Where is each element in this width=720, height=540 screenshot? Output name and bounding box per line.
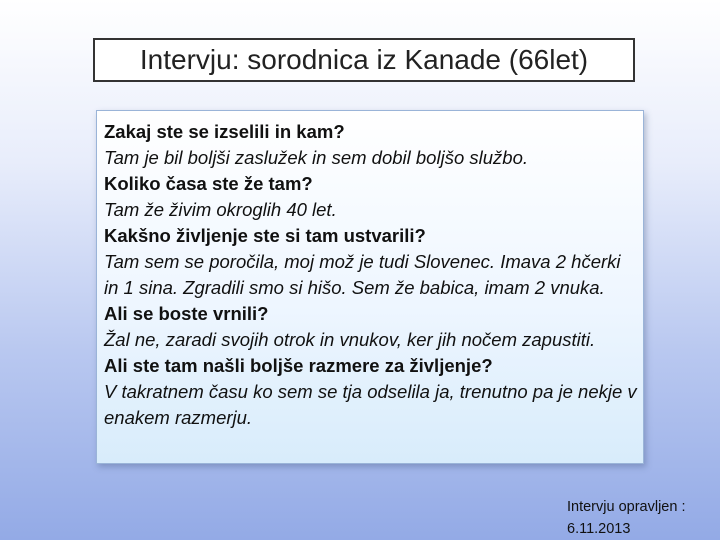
- question-3: Kakšno življenje ste si tam ustvarili?: [104, 225, 426, 246]
- answer-5: V takratnem času ko sem se tja odselila ja, trenutno pa je nekje v enakem razmerju.: [104, 381, 637, 428]
- answer-1: Tam je bil boljši zaslužek in sem dobil boljšo službo.: [104, 147, 528, 168]
- question-4: Ali se boste vrnili?: [104, 303, 269, 324]
- question-5: Ali ste tam našli boljše razmere za življenje?: [104, 355, 493, 376]
- interview-credit: [567, 496, 717, 540]
- answer-4: Žal ne, zaradi svojih otrok in vnukov, ker jih nočem zapustiti.: [104, 329, 596, 350]
- question-1: Zakaj ste se izselili in kam?: [104, 121, 345, 142]
- interview-text-box: [96, 110, 644, 464]
- credit-date: 6.11.2013: [567, 521, 631, 537]
- slide-title: Intervju: sorodnica iz Kanade (66let): [93, 38, 635, 82]
- answer-2: Tam že živim okroglih 40 let.: [104, 199, 337, 220]
- credit-label: Intervju opravljen :: [567, 499, 686, 515]
- answer-3: Tam sem se poročila, moj mož je tudi Slovenec. Imava 2 hčerki in 1 sina. Zgradili smo si hišo. Sem že babica, imam 2 vnuka.: [104, 251, 621, 298]
- question-2: Koliko časa ste že tam?: [104, 173, 313, 194]
